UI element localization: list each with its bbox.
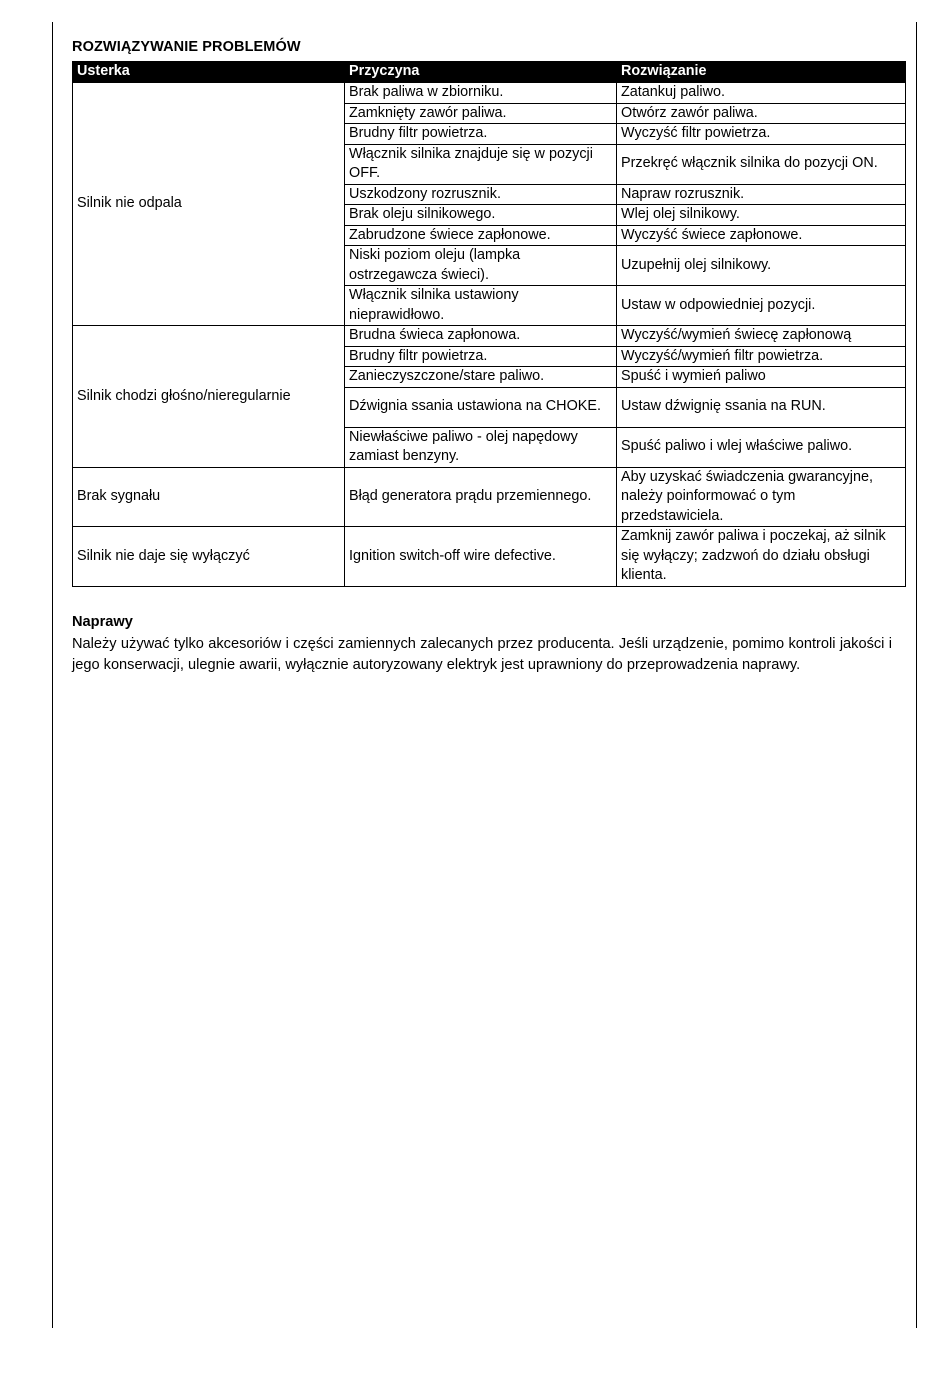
solution-cell: Napraw rozrusznik. <box>617 184 906 205</box>
repairs-heading: Naprawy <box>72 614 133 630</box>
cause-cell: Włącznik silnika znajduje się w pozycji OFF. <box>345 144 617 184</box>
cause-cell: Uszkodzony rozrusznik. <box>345 184 617 205</box>
solution-cell: Ustaw w odpowiedniej pozycji. <box>617 286 906 326</box>
solution-cell: Przekręć włącznik silnika do pozycji ON. <box>617 144 906 184</box>
cause-cell: Niewłaściwe paliwo - olej napędowy zamiast benzyny. <box>345 427 617 467</box>
table-header-row <box>73 62 906 83</box>
cause-cell: Niski poziom oleju (lampka ostrzegawcza świeci). <box>345 246 617 286</box>
solution-cell: Spuść paliwo i wlej właściwe paliwo. <box>617 427 906 467</box>
table-row <box>73 83 906 104</box>
header-cause: Przyczyna <box>345 62 617 83</box>
solution-cell: Spuść i wymień paliwo <box>617 367 906 388</box>
troubleshooting-table <box>72 61 906 587</box>
header-solution: Rozwiązanie <box>617 62 906 83</box>
cause-cell: Brudny filtr powietrza. <box>345 346 617 367</box>
cause-cell: Ignition switch-off wire defective. <box>345 527 617 587</box>
cause-cell: Zanieczyszczone/stare paliwo. <box>345 367 617 388</box>
header-fault: Usterka <box>73 62 345 83</box>
fault-cell: Silnik chodzi głośno/nieregularnie <box>73 326 345 468</box>
cause-cell: Włącznik silnika ustawiony nieprawidłowo. <box>345 286 617 326</box>
solution-cell: Wlej olej silnikowy. <box>617 205 906 226</box>
cause-cell: Brudny filtr powietrza. <box>345 124 617 145</box>
cause-cell: Dźwignia ssania ustawiona na CHOKE. <box>345 387 617 427</box>
right-margin-line <box>916 22 917 1328</box>
solution-cell: Wyczyść/wymień filtr powietrza. <box>617 346 906 367</box>
solution-cell: Zamknij zawór paliwa i poczekaj, aż silnik się wyłączy; zadzwoń do działu obsługi klienta. <box>617 527 906 587</box>
solution-cell: Otwórz zawór paliwa. <box>617 103 906 124</box>
fault-cell: Silnik nie daje się wyłączyć <box>73 527 345 587</box>
fault-cell: Silnik nie odpala <box>73 83 345 326</box>
solution-cell: Wyczyść świece zapłonowe. <box>617 225 906 246</box>
solution-cell: Zatankuj paliwo. <box>617 83 906 104</box>
table-row <box>73 326 906 347</box>
solution-cell: Wyczyść/wymień świecę zapłonową <box>617 326 906 347</box>
solution-cell: Uzupełnij olej silnikowy. <box>617 246 906 286</box>
solution-cell: Ustaw dźwignię ssania na RUN. <box>617 387 906 427</box>
repairs-paragraph: Należy używać tylko akcesoriów i części zamiennych zalecanych przez producenta. Jeśli urządzenie, pomimo kontroli jakości i jego konserwacji, ulegnie awarii, wyłącznie autoryzowany elektryk jest uprawniony do przeprowadzenia naprawy. <box>72 636 892 673</box>
cause-cell: Zamknięty zawór paliwa. <box>345 103 617 124</box>
cause-cell: Brak paliwa w zbiorniku. <box>345 83 617 104</box>
fault-cell: Brak sygnału <box>73 467 345 527</box>
left-margin-line <box>52 22 53 1328</box>
section-title: ROZWIĄZYWANIE PROBLEMÓW <box>72 39 301 55</box>
cause-cell: Brudna świeca zapłonowa. <box>345 326 617 347</box>
table-row <box>73 527 906 587</box>
cause-cell: Zabrudzone świece zapłonowe. <box>345 225 617 246</box>
cause-cell: Błąd generatora prądu przemiennego. <box>345 467 617 527</box>
table-row <box>73 467 906 527</box>
solution-cell: Wyczyść filtr powietrza. <box>617 124 906 145</box>
cause-cell: Brak oleju silnikowego. <box>345 205 617 226</box>
solution-cell: Aby uzyskać świadczenia gwarancyjne, należy poinformować o tym przedstawiciela. <box>617 467 906 527</box>
